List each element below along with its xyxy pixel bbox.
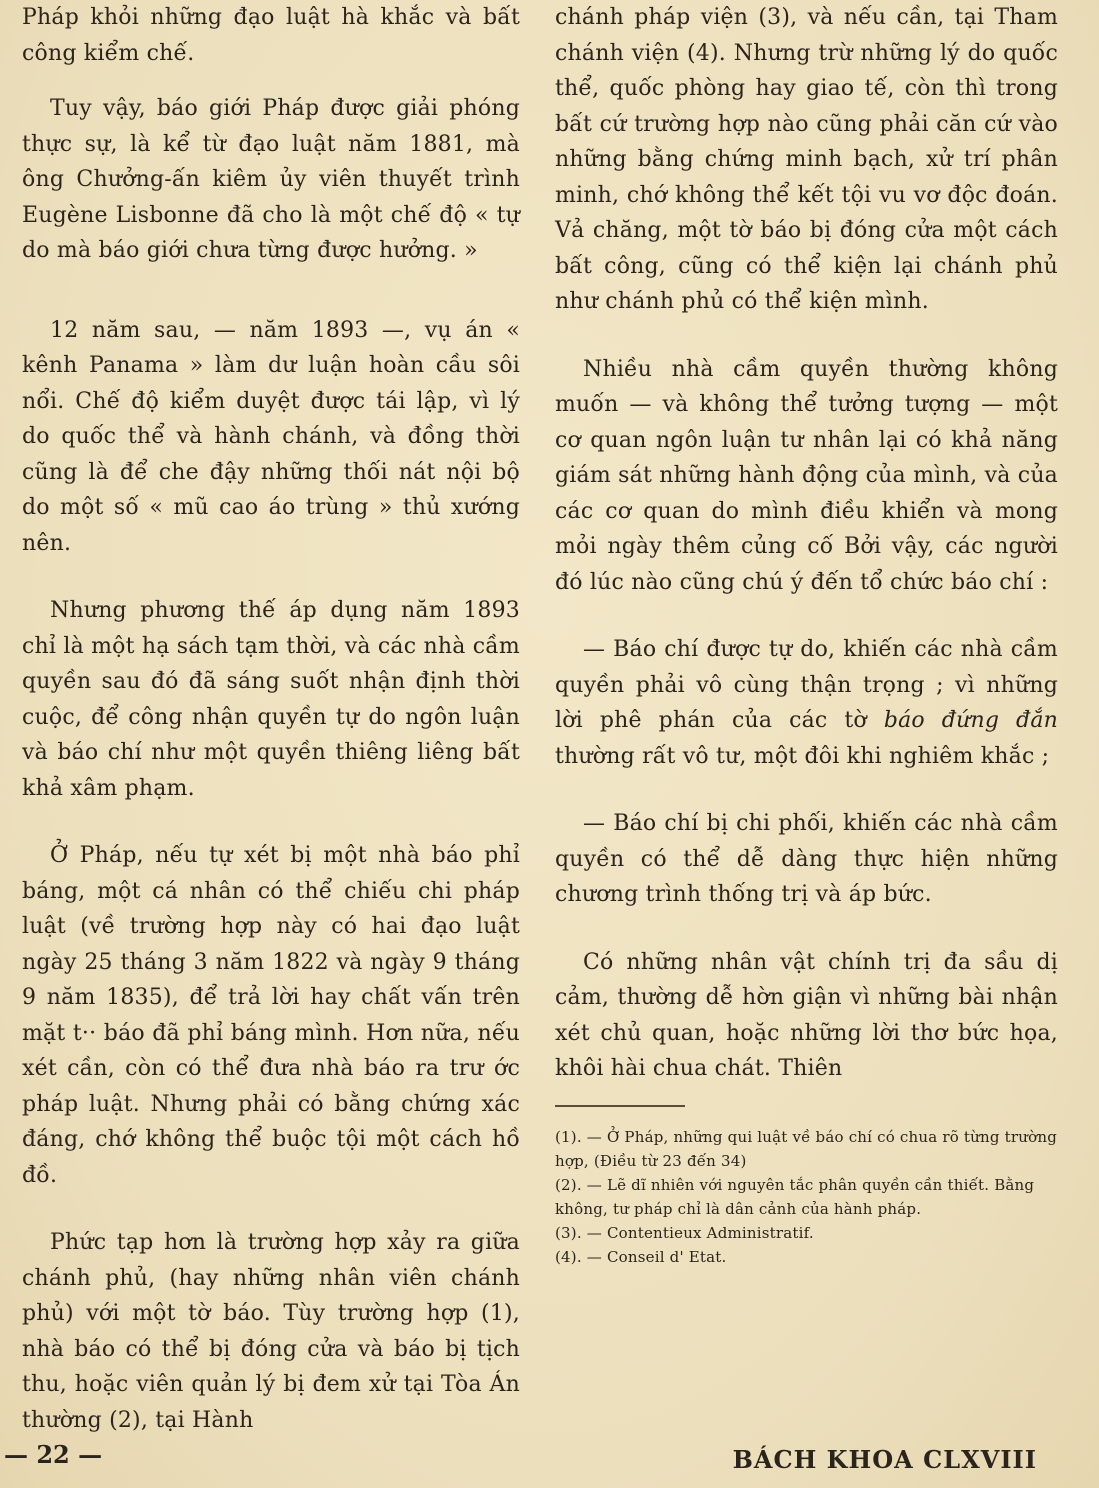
text-run: — Báo chí được tự do, khiến các nhà cầm quyền phải vô cùng thận trọng ; vì những lời phê phán của các tờ <box>555 637 1058 733</box>
footnote: (1). — Ở Pháp, những qui luật về báo chí có chua rõ từng trường hợp, (Điều từ 23 đến 34) <box>555 1127 1058 1170</box>
paragraph: Tuy vậy, báo giới Pháp được giải phóng thực sự, là kể từ đạo luật năm 1881, mà ông Chưởng-ấn kiêm ủy viên thuyết trình Eugène Lisbonne đã cho là một chế độ « tự do mà báo giới chưa từng được hưởng. » <box>22 96 520 263</box>
footnote: (3). — Contentieux Administratif. <box>555 1223 814 1242</box>
paragraph: Ở Pháp, nếu tự xét bị một nhà báo phỉ báng, một cá nhân có thể chiếu chi pháp luật (về trường hợp này có hai đạo luật ngày 25 tháng 3 năm 1822 và ngày 9 tháng 9 năm 1835), để trả lời hay chất vấn trên mặt t·· báo đã phỉ báng mình. Hơn nữa, nếu xét cần, còn có thể đưa nhà báo ra trư ớc pháp luật. Nhưng phải có bằng chứng xác đáng, chớ không thể buộc tội một cách hồ đồ. <box>22 843 520 1188</box>
text-run: thường rất vô tư, một đôi khi nghiêm khắc ; <box>555 743 1050 769</box>
left-column <box>22 0 520 1438</box>
footnote: (4). — Conseil d' Etat. <box>555 1247 727 1266</box>
paragraph: Nhưng phương thế áp dụng năm 1893 chỉ là một hạ sách tạm thời, và các nhà cầm quyền sau đó đã sáng suốt nhận định thời cuộc, để công nhận quyền tự do ngôn luận và báo chí như một quyền thiêng liêng bất khả xâm phạm. <box>22 598 520 801</box>
paragraph: Pháp khỏi những đạo luật hà khắc và bất công kiểm chế. <box>22 5 520 66</box>
paragraph: — Báo chí bị chi phối, khiến các nhà cầm quyền có thể dễ dàng thực hiện những chương trình thống trị và áp bức. <box>555 811 1058 907</box>
running-head: BÁCH KHOA CLXVIII <box>732 1445 1037 1474</box>
italic-phrase: báo đứng đắn <box>883 708 1059 733</box>
paragraph: Nhiều nhà cầm quyền thường không muốn — và không thể tưởng tượng — một cơ quan ngôn luận tư nhân lại có khả năng giám sát những hành động của mình, và của các cơ quan do mình điều khiển và mong mỏi ngày thêm củng cố Bởi vậy, các người đó lúc nào cũng chú ý đến tổ chức báo chí : <box>555 356 1058 595</box>
paragraph: 12 năm sau, — năm 1893 —, vụ án « kênh Panama » làm dư luận hoàn cầu sôi nổi. Chế độ kiểm duyệt được tái lập, vì lý do quốc thể và hành chánh, và đồng thời cũng là để che đậy những thối nát nội bộ do một số « mũ cao áo trùng » thủ xướng nên. <box>22 317 520 556</box>
paragraph: chánh pháp viện (3), và nếu cần, tại Tham chánh viện (4). Nhưng trừ những lý do quốc thể, quốc phòng hay giao tế, còn thì trong bất cứ trường hợp nào cũng phải căn cứ vào những bằng chứng minh bạch, xử trí phân minh, chớ không thể kết tội vu vơ độc đoán. Vả chăng, một tờ báo bị đóng cửa một cách bất công, cũng có thể kiện lại chánh phủ như chánh phủ có thể kiện mình. <box>555 5 1058 314</box>
paragraph: Có những nhân vật chính trị đa sầu dị cảm, thường dễ hờn giận vì những bài nhận xét chủ quan, hoặc những lời thơ bức họa, khôi hài chua chát. Thiên <box>555 949 1058 1081</box>
paragraph <box>555 632 1058 774</box>
paragraph: Phức tạp hơn là trường hợp xảy ra giữa chánh phủ, (hay những nhân viên chánh phủ) với một tờ báo. Tùy trường hợp (1), nhà báo có thể bị đóng cửa và báo bị tịch thu, hoặc viên quản lý bị đem xử tại Tòa Án thường (2), tại Hành <box>22 1230 520 1433</box>
footnotes <box>555 1125 1058 1269</box>
footnote: (2). — Lẽ dĩ nhiên với nguyên tắc phân quyền cần thiết. Bằng không, tư pháp chỉ là dân cảnh của hành pháp. <box>555 1175 1035 1218</box>
page-number: — 22 — <box>4 1440 103 1469</box>
right-column <box>555 0 1058 1269</box>
footnote-rule <box>555 1105 685 1107</box>
